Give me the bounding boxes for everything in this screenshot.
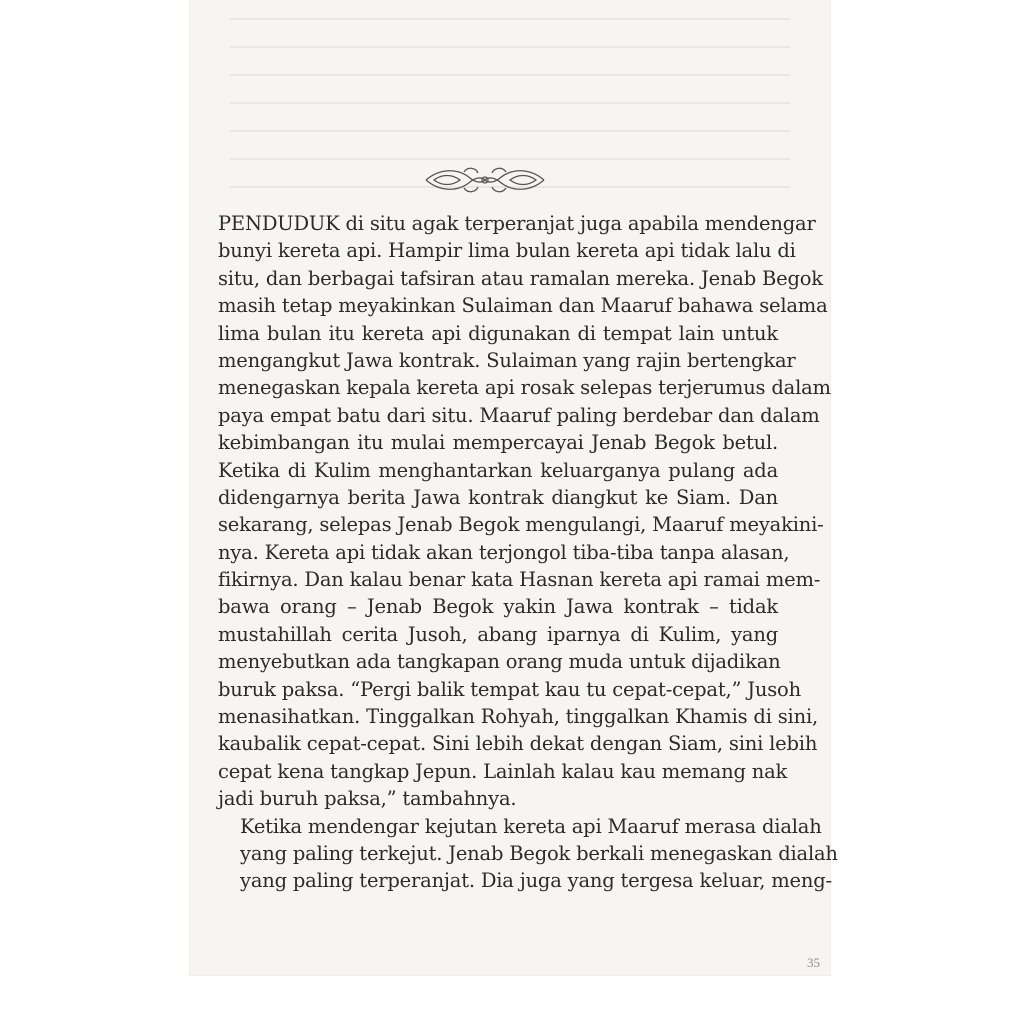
paragraph-1 <box>218 210 831 813</box>
text-line: bunyi kereta api. Hampir lima bulan kereta api tidak lalu di <box>218 239 796 263</box>
text-line: kebimbangan itu mulai mempercayai Jenab Begok betul. <box>218 431 778 455</box>
ornament-flourish-icon <box>420 162 550 198</box>
text-line: kaubalik cepat-cepat. Sini lebih dekat dengan Siam, sini lebih <box>218 732 818 756</box>
text-line: fikirnya. Dan kalau benar kata Hasnan kereta api ramai mem- <box>218 568 821 592</box>
text-line: mengangkut Jawa kontrak. Sulaiman yang rajin bertengkar <box>218 348 796 372</box>
text-line: Ketika di Kulim menghantarkan keluarganya pulang ada <box>218 458 778 482</box>
text-line: mustahillah cerita Jusoh, abang iparnya di Kulim, yang <box>218 622 778 646</box>
text-line: yang paling terkejut. Jenab Begok berkali menegaskan dialah <box>240 841 838 865</box>
text-line: PENDUDUK di situ agak terperanjat juga apabila mendengar <box>218 212 816 235</box>
book-page <box>190 0 838 975</box>
text-line: Ketika mendengar kejutan kereta api Maaruf merasa dialah <box>240 814 822 838</box>
text-line: cepat kena tangkap Jepun. Lainlah kalau kau memang nak <box>218 759 788 783</box>
body-text <box>218 210 838 895</box>
text-line: paya empat batu dari situ. Maaruf paling berdebar dan dalam <box>218 403 820 427</box>
text-line: lima bulan itu kereta api digunakan di tempat lain untuk <box>218 321 778 345</box>
text-line: menasihatkan. Tinggalkan Rohyah, tinggalkan Khamis di sini, <box>218 705 818 729</box>
text-line: menyebutkan ada tangkapan orang muda untuk dijadikan <box>218 650 781 674</box>
page-number: 35 <box>807 955 820 970</box>
text-line: situ, dan berbagai tafsiran atau ramalan mereka. Jenab Begok <box>218 266 823 290</box>
text-line: buruk paksa. “Pergi balik tempat kau tu cepat-cepat,” Jusoh <box>218 677 801 701</box>
text-line: bawa orang – Jenab Begok yakin Jawa kontrak – tidak <box>218 595 778 619</box>
paragraph-2 <box>218 813 838 895</box>
text-line: masih tetap meyakinkan Sulaiman dan Maaruf bahawa selama <box>218 294 828 318</box>
text-line: nya. Kereta api tidak akan terjongol tiba-tiba tanpa alasan, <box>218 540 790 564</box>
text-line: jadi buruh paksa,” tambahnya. <box>218 787 517 811</box>
text-line: yang paling terperanjat. Dia juga yang tergesa keluar, meng- <box>240 869 832 893</box>
text-line: didengarnya berita Jawa kontrak diangkut ke Siam. Dan <box>218 485 778 509</box>
text-line: menegaskan kepala kereta api rosak selepas terjerumus dalam <box>218 376 831 400</box>
text-line: sekarang, selepas Jenab Begok mengulangi, Maaruf meyakini- <box>218 513 824 537</box>
